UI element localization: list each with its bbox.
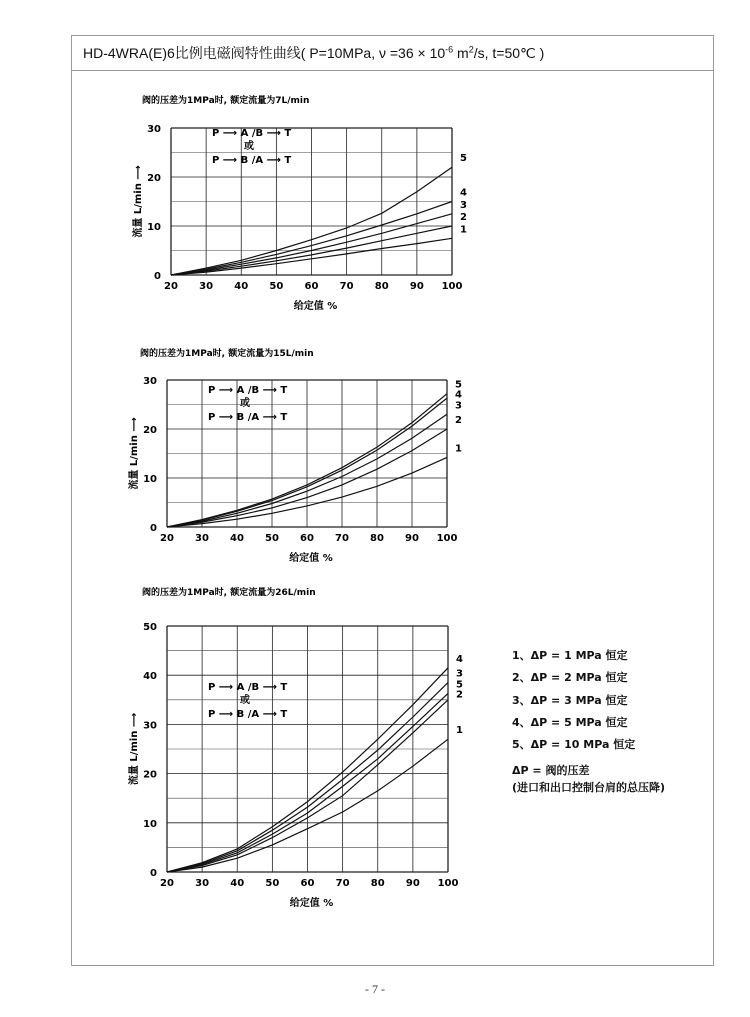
chart2-caption: 阀的压差为1MPa时, 额定流量为15L/min [140, 349, 314, 359]
chart1-xtick: 90 [409, 281, 424, 292]
chart3-xtick: 40 [230, 878, 245, 889]
chart2-route-line1: P ⟶ A /B ⟶ T [208, 385, 288, 396]
chart3-series-label: 2 [456, 689, 463, 701]
chart2-series-label: 2 [455, 415, 462, 426]
chart3-xtick: 30 [195, 878, 210, 889]
chart3-xtick: 90 [405, 878, 420, 889]
chart3-caption: 阀的压差为1MPa时, 额定流量为26L/min [142, 588, 316, 598]
chart3-route-line2: P ⟶ B /A ⟶ T [208, 709, 288, 720]
chart3-series-label: 5 [456, 679, 463, 691]
chart3-series-label: 4 [456, 653, 463, 665]
chart1-series-label: 5 [460, 153, 467, 165]
chart3-xtick: 100 [437, 878, 459, 889]
chart1-series-label: 4 [460, 187, 467, 199]
chart2-xtick: 50 [265, 533, 279, 544]
chart1-xtick: 80 [374, 281, 389, 292]
legend-item-3: 3、ΔP = 3 MPa 恒定 [512, 693, 628, 707]
chart3-ylabel: 流量 L/min ⟶ [129, 712, 140, 786]
chart3-series-label: 3 [456, 668, 463, 680]
chart2-xtick: 30 [195, 533, 209, 544]
chart3-route-or: 或 [240, 695, 250, 706]
chart2-xtick: 70 [335, 533, 349, 544]
chart2-xtick: 20 [160, 533, 174, 544]
title-params-prefix: ( P=10MPa, ν =36 × 10 [300, 45, 446, 61]
chart3-ytick: 10 [143, 818, 157, 830]
chart2-ytick: 20 [143, 425, 157, 436]
chart1-ytick: 20 [147, 173, 161, 184]
title-params-mid: m [453, 45, 469, 61]
title-params-exponent-2: 2 [468, 44, 474, 55]
title-params-suffix: /s, t=50℃ ) [473, 45, 545, 61]
chart2-route-line2: P ⟶ B /A ⟶ T [208, 412, 288, 423]
chart2-ytick: 30 [143, 376, 157, 387]
chart1-xtick: 70 [339, 281, 354, 292]
page-number: - 7 - [365, 982, 385, 996]
chart1-route-line1: P ⟶ A /B ⟶ T [212, 128, 292, 139]
chart3-ytick: 50 [143, 622, 157, 633]
chart2-ylabel: 流量 L/min ⟶ [129, 417, 140, 490]
legend-item-4: 4、ΔP = 5 MPa 恒定 [512, 715, 628, 729]
chart1-xtick: 50 [269, 281, 284, 292]
chart1-caption: 阀的压差为1MPa时, 额定流量为7L/min [142, 96, 310, 106]
chart3-xtick: 50 [265, 878, 280, 889]
chart3-ytick: 40 [143, 671, 157, 683]
chart3-series-label: 1 [456, 725, 463, 737]
chart1-series-label: 1 [460, 224, 467, 236]
chart2-series-label: 1 [455, 443, 462, 455]
chart1-xtick: 40 [234, 281, 249, 292]
chart3-xtick: 70 [335, 878, 350, 889]
chart1-ytick: 30 [147, 124, 161, 135]
chart2-series-label: 4 [455, 389, 462, 401]
chart1-route-line2: P ⟶ B /A ⟶ T [212, 155, 292, 166]
chart1-route-or: 或 [244, 141, 254, 152]
chart1-xtick: 60 [304, 281, 319, 292]
chart3-xtick: 80 [370, 878, 385, 889]
legend-item-2: 2、ΔP = 2 MPa 恒定 [512, 671, 628, 685]
chart1-xtick: 100 [441, 281, 463, 292]
chart2-route-or: 或 [240, 398, 250, 409]
chart3-ytick: 20 [143, 769, 157, 781]
chart2-ytick: 10 [143, 474, 157, 485]
title-main: HD-4WRA(E)6比例电磁阀特性曲线 [83, 45, 301, 61]
chart1-ylabel: 流量 L/min ⟶ [133, 165, 144, 238]
legend-note-line2: (进口和出口控制台肩的总压降) [512, 781, 666, 794]
chart2-ytick: 0 [150, 523, 157, 534]
legend [512, 645, 635, 756]
chart1-xtick: 30 [199, 281, 214, 292]
chart2-xtick: 40 [230, 533, 244, 544]
chart1-series-label: 2 [460, 212, 467, 223]
chart2-xtick: 80 [370, 533, 384, 544]
chart2-xtick: 90 [405, 533, 419, 544]
chart3-xlabel: 给定值 % [289, 898, 334, 909]
chart3-xtick: 60 [300, 878, 315, 889]
legend-item-5: 5、ΔP = 10 MPa 恒定 [512, 738, 636, 752]
chart2-xtick: 60 [300, 533, 314, 544]
chart3-xtick: 20 [160, 878, 174, 889]
chart2-xtick: 100 [436, 533, 458, 544]
chart3-route-line1: P ⟶ A /B ⟶ T [208, 682, 288, 693]
chart2-series-label: 5 [455, 379, 462, 391]
title-params-exponent: -6 [445, 44, 454, 55]
chart1-series-label: 3 [460, 199, 467, 211]
chart1-xtick: 20 [164, 281, 178, 292]
chart1-xlabel: 给定值 % [293, 301, 338, 312]
legend-note-line1: ΔP = 阀的压差 [512, 764, 590, 777]
chart2-xlabel: 给定值 % [289, 553, 333, 564]
chart3-ytick: 0 [150, 868, 157, 879]
legend-note [512, 762, 665, 796]
chart1-ytick: 10 [147, 222, 161, 233]
chart1-ytick: 0 [154, 271, 161, 282]
chart3-ytick: 30 [143, 720, 157, 732]
legend-item-1: 1、ΔP = 1 MPa 恒定 [512, 649, 628, 662]
chart2-series-label: 3 [455, 400, 462, 412]
